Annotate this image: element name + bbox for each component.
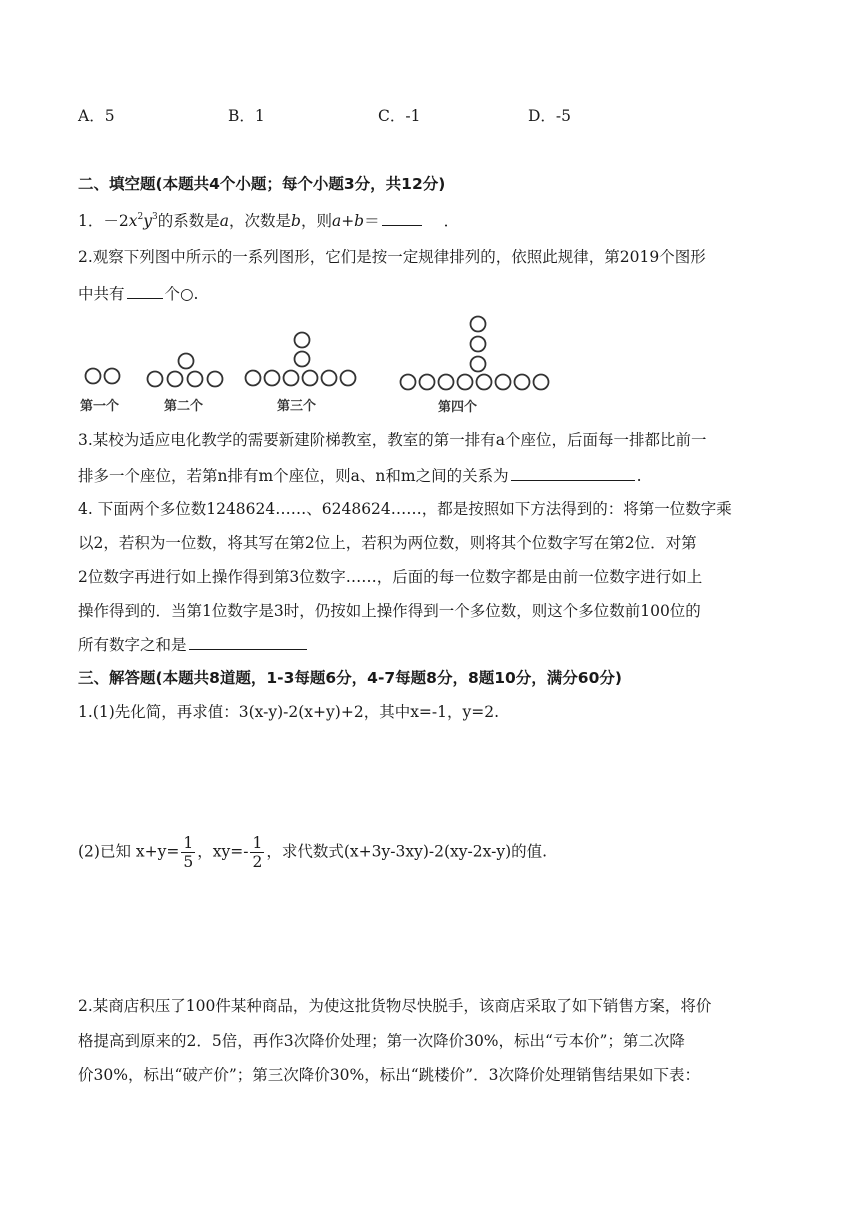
fill-question-2-line1: 2.观察下列图中所示的一系列图形，它们是按一定规律排列的，依照此规律，第2019个图形: [78, 248, 706, 266]
circle: [295, 333, 310, 348]
circle: [148, 372, 163, 387]
q1-prefix: 1．－2: [78, 212, 129, 230]
circle: [471, 357, 486, 372]
q1-exp-x: 2: [137, 212, 144, 222]
circle: [439, 375, 454, 390]
fill-question-4-line4: 操作得到的．当第1位数字是3时，仍按如上操作得到一个多位数，则这个多位数前100位的: [78, 602, 701, 620]
fill-question-4-line3: 2位数字再进行如上操作得到第3位数字……，后面的每一位数字都是由前一位数字进行如上: [78, 568, 703, 586]
figure-label-4: 第四个: [438, 400, 478, 415]
circle: [477, 375, 492, 390]
fill-question-2-line2: [78, 282, 198, 304]
q1-text3: ，则: [300, 212, 332, 230]
circle: [179, 354, 194, 369]
option-a: A．5: [78, 107, 115, 125]
q1-2-text-mid: ，xy=-: [197, 842, 249, 861]
circle: [496, 375, 511, 390]
circle: [515, 375, 530, 390]
circle: [534, 375, 549, 390]
section3-heading: 三、解答题(本题共8道题，1-3每题6分，4-7每题8分，8题10分，满分60分): [78, 669, 622, 687]
q1-eq: ＝: [364, 212, 380, 230]
q1-text2: ，次数是: [228, 212, 291, 230]
circle: [322, 371, 337, 386]
section2-heading: 二、填空题(本题共4个小题；每个小题3分，共12分): [78, 175, 446, 193]
figure-label-3: 第三个: [277, 399, 317, 414]
option-d: D．-5: [528, 107, 572, 125]
circle: [295, 352, 310, 367]
circle: [284, 371, 299, 386]
circle: [188, 372, 203, 387]
q2-answer-blank[interactable]: [127, 297, 163, 299]
circle: [265, 371, 280, 386]
solve-question-2-line1: 2.某商店积压了100件某种商品，为使这批货物尽快脱手，该商店采取了如下销售方案，将价: [78, 997, 712, 1015]
q1-b: b: [291, 212, 301, 230]
circle: [86, 369, 101, 384]
q1-ab: a+b: [331, 212, 365, 230]
q1-end: ．: [443, 212, 460, 230]
fill-question-3-line2: [78, 464, 642, 486]
figure-label-2: 第二个: [164, 399, 204, 414]
q1-var-x: x: [128, 212, 138, 230]
figure-label-1: 第一个: [80, 399, 120, 414]
q2-text-end: 个○.: [164, 285, 199, 303]
pattern-3: [246, 333, 356, 386]
fill-question-4-line1: 4. 下面两个多位数1248624……、6248624……，都是按照如下方法得到的：将第一位数字乘: [78, 500, 732, 518]
circle: [303, 371, 318, 386]
circle: [341, 371, 356, 386]
circle-pattern-figure: [72, 310, 572, 418]
pattern-4: [401, 317, 549, 390]
circle: [458, 375, 473, 390]
q1-text: 的系数是: [157, 212, 220, 230]
q1-exp-y: 3: [151, 212, 158, 222]
solve-question-2-line3: 价30%，标出“破产价”；第三次降价30%，标出“跳楼价”．3次降价处理销售结果如下表：: [78, 1066, 700, 1084]
q1-2-text-end: ，求代数式(x+3y-3xy)-2(xy-2x-y)的值.: [266, 842, 548, 861]
q3-text: 排多一个座位，若第n排有m个座位，则a、n和m之间的关系为: [78, 467, 509, 485]
q4-answer-blank[interactable]: [189, 648, 307, 650]
circle: [471, 317, 486, 332]
q1-answer-blank[interactable]: [382, 224, 422, 226]
circle: [168, 372, 183, 387]
fraction-one-half: [250, 834, 264, 871]
fraction-denominator: 5: [183, 853, 194, 871]
fill-question-4-line5: [78, 633, 309, 655]
fraction-denominator: 2: [252, 853, 263, 871]
q1-var-y: y: [143, 212, 152, 230]
fill-question-4-line2: 以2，若积为一位数，将其写在第2位上，若积为两位数，则将其个位数字写在第2位．对第: [78, 534, 697, 552]
fraction-numerator: 1: [183, 834, 194, 852]
q3-answer-blank[interactable]: [511, 479, 635, 481]
solve-question-1-part2: [78, 834, 547, 871]
q4-text: 所有数字之和是: [78, 636, 187, 654]
q1-a: a: [219, 212, 229, 230]
circle: [246, 371, 261, 386]
option-b: B．1: [228, 107, 265, 125]
solve-question-1-part1: 1.(1)先化简，再求值：3(x-y)-2(x+y)+2，其中x=-1，y=2.: [78, 703, 500, 721]
circle: [420, 375, 435, 390]
fraction-numerator: 1: [252, 834, 263, 852]
fraction-one-fifth: [181, 834, 195, 871]
circle: [471, 337, 486, 352]
fill-question-3-line1: 3.某校为适应电化教学的需要新建阶梯教室，教室的第一排有a个座位，后面每一排都比前一: [78, 431, 707, 449]
q1-2-text: (2)已知 x+y=: [78, 842, 180, 861]
solve-question-2-line2: 格提高到原来的2．5倍，再作3次降价处理；第一次降价30%，标出“亏本价”；第二次降: [78, 1032, 685, 1050]
option-c: C．-1: [378, 107, 421, 125]
q2-text: 中共有: [78, 285, 125, 303]
fill-question-1: [78, 209, 459, 231]
circle: [401, 375, 416, 390]
q3-text-end: .: [636, 467, 642, 485]
circle: [105, 369, 120, 384]
circle: [208, 372, 223, 387]
pattern-2: [148, 354, 223, 387]
pattern-1: [86, 369, 120, 384]
